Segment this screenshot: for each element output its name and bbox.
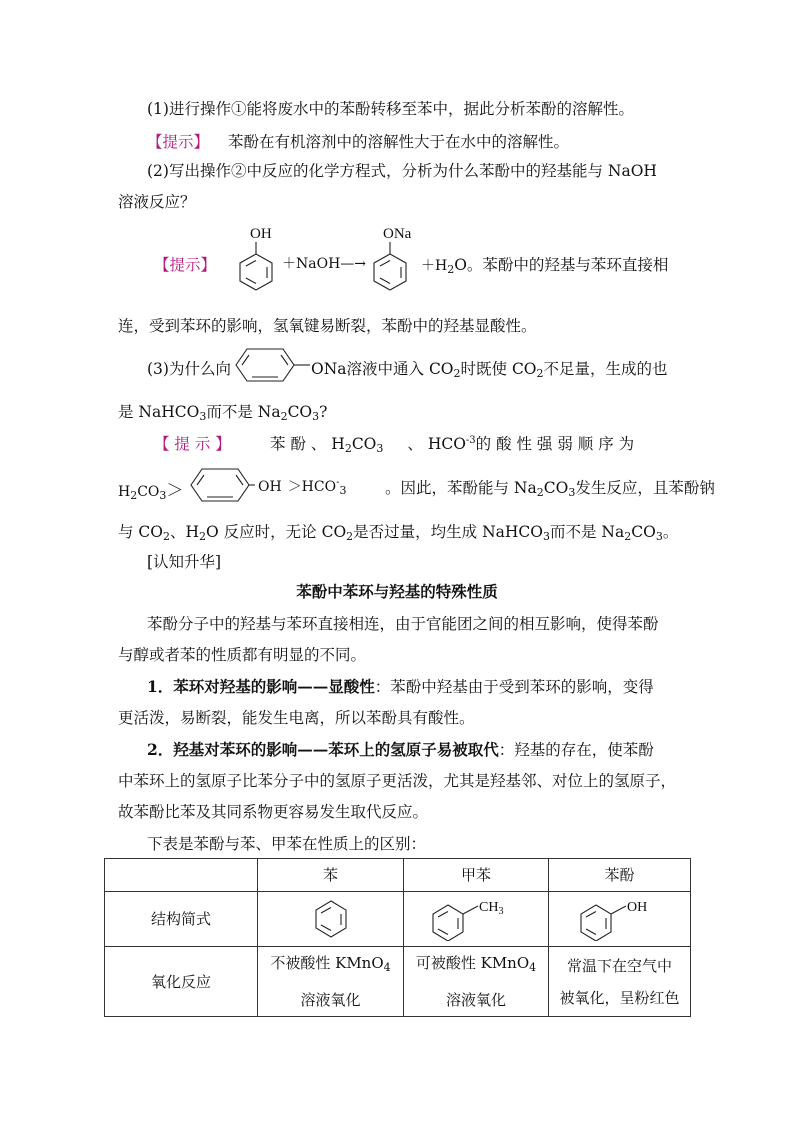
table-row-oxidation (105, 947, 691, 1017)
para-1-line2: 与醇或者苯的性质都有明显的不同。 (118, 646, 367, 664)
ch3-label: CH (479, 900, 499, 915)
hint-label: 【提示】 (147, 133, 210, 151)
cell-toluene-oxidation: 可被酸性 KMnO$_4$ 溶液氧化 (404, 947, 549, 1017)
para-3-line2: 中苯环上的氢原子比苯分子中的氢原子更活泼，尤其是羟基邻、对位上的氢原子， (118, 772, 677, 790)
table-intro: 下表是苯酚与苯、甲苯在性质上的区别： (147, 835, 427, 853)
section-label: [认知升华] (147, 553, 222, 571)
hint-2-label: 【提示】 (154, 256, 217, 274)
eq-tail: ＋H2O。苯酚中的羟基与苯环直接相 (421, 256, 669, 276)
hint-1-text: 苯酚在有机溶剂中的溶解性大于在水中的溶解性。 (227, 133, 569, 151)
hint-1 (147, 130, 569, 152)
reaction-arrow: —→ (340, 256, 367, 272)
para-2-line2: 更活泼，易断裂，能发生电离，所以苯酚具有酸性。 (118, 709, 475, 727)
hint-3-line2-text: 。因此，苯酚能与 Na2CO3发生反应，且苯酚钠 (385, 479, 715, 499)
benzene-structure (311, 898, 351, 940)
svg-text:CH3: $CH_3$ (479, 900, 504, 917)
phenol-oh-label: OH (250, 226, 272, 242)
acidity-phenol-hco3: OH $>HCO^-_3$ (258, 477, 347, 497)
para-2-line1: 1．苯环对羟基的影响——显酸性：苯酚中羟基由于受到苯环的影响，变得 (147, 677, 654, 696)
question-3-pre: (3)为什么向 (147, 360, 231, 378)
cell-benzene-oxidation: 不被酸性 KMnO$_4$ 溶液氧化 (258, 947, 404, 1017)
question-3-line2: 是 NaHCO3而不是 Na2CO3? (118, 403, 328, 423)
comparison-table (104, 858, 691, 1017)
toluene-structure (426, 897, 526, 941)
cell-phenol-oxidation: 常温下在空气中 被氧化，呈粉红色 (549, 947, 691, 1017)
sodium-phenolate-structure (370, 222, 420, 300)
question-2-line1: (2)写出操作②中反应的化学方程式，分析为什么苯酚中的羟基能与 NaOH (147, 162, 657, 180)
row-label-oxidation: 氧化反应 (105, 947, 258, 1017)
header-empty (105, 859, 258, 892)
phenolate-ona-label: ONa (383, 226, 412, 242)
eq-explanation: 连，受到苯环的影响，氢氧键易断裂，苯酚中的羟基显酸性。 (118, 317, 537, 335)
hint-3-line3: 与 CO2、H2O 反应时，无论 CO2是否过量，均生成 NaHCO3而不是 Na2CO3。 (118, 523, 679, 543)
header-toluene: 甲苯 (404, 859, 549, 892)
cell-benzene-structure (258, 892, 404, 947)
question-2-line2: 溶液反应？ (118, 193, 196, 211)
phenol-structure (236, 222, 276, 300)
question-3-rest: ONa溶液中通入 CO2时既使 CO2不足量，生成的也 (311, 360, 668, 380)
acidity-h2co3: $H_2CO_3>$ (118, 481, 184, 502)
oh-label: OH (626, 900, 647, 915)
table-header-row (105, 859, 691, 892)
row-label-structure: 结构简式 (105, 892, 258, 947)
phenol-ring-inline (189, 466, 255, 506)
section-title: 苯酚中苯环与羟基的特殊性质 (296, 582, 498, 601)
cell-toluene-structure (404, 892, 549, 947)
question-1: (1)进行操作①能将废水中的苯酚转移至苯中，据此分析苯酚的溶解性。 (147, 100, 634, 118)
header-benzene: 苯 (258, 859, 404, 892)
hint-3-label: 【 提 示 】 (154, 435, 231, 453)
para-3-line1: 2．羟基对苯环的影响——苯环上的氢原子易被取代：羟基的存在，使苯酚 (147, 740, 654, 759)
cell-phenol-structure (549, 892, 691, 947)
para-1-line1: 苯酚分子中的羟基与苯环直接相连，由于官能团之间的相互影响，使得苯酚 (147, 615, 659, 633)
eq-plus-naoh: ＋NaOH—→ (282, 256, 367, 272)
para-3-line3: 故苯酚比苯及其同系物更容易发生取代反应。 (118, 803, 429, 821)
header-phenol: 苯酚 (549, 859, 691, 892)
phenol-table-structure (578, 897, 662, 941)
phenolate-ring-inline (234, 346, 310, 386)
hint-3-line1: 苯 酚 、 H2CO3 、 $HCO^{-3}$的 酸 性 强 弱 顺 序 为 (270, 435, 635, 455)
table-row-structure (105, 892, 691, 947)
